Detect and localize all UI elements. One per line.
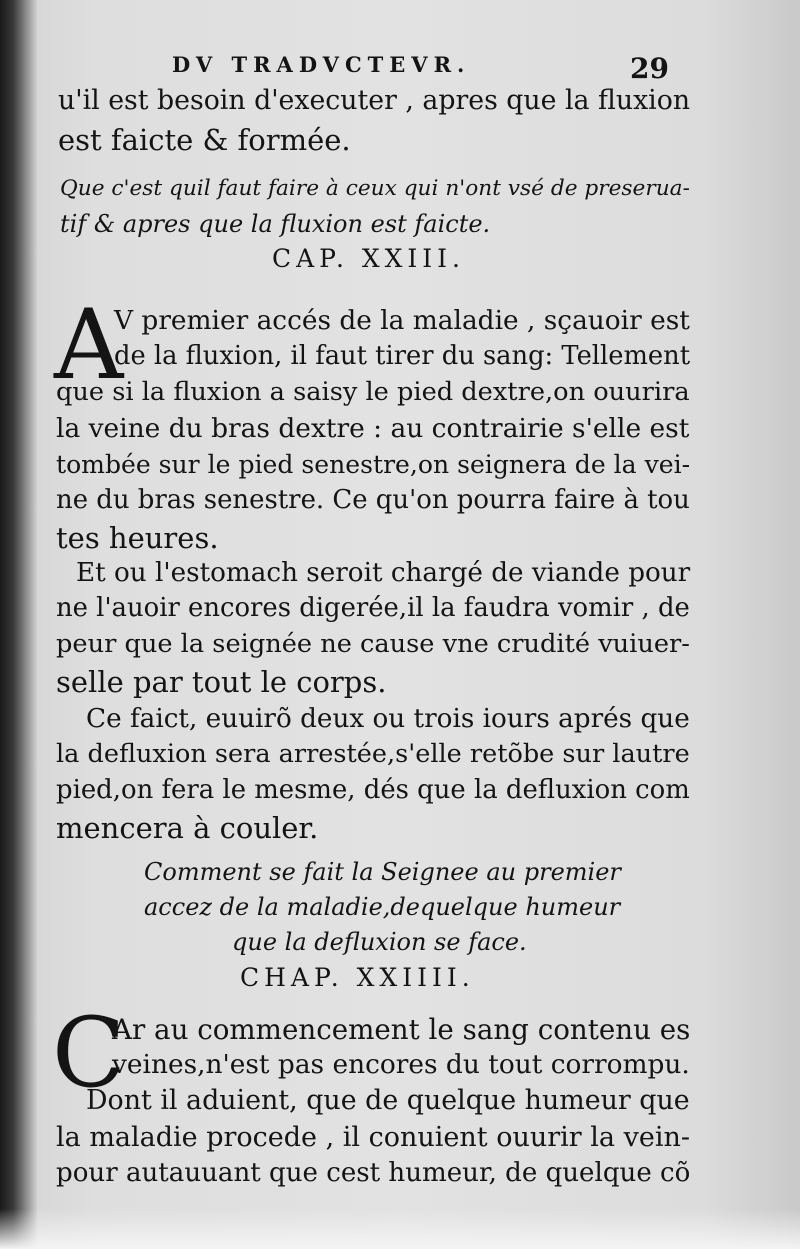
chapter-number: CAP. XXIII. [272,244,466,273]
text-line: Et ou l'estomach seroit chargé de viande pour [76,558,691,588]
text-line: selle par tout le corps. [56,665,387,699]
chapter-heading-line: Comment se fait la Seignee au premier [144,858,621,886]
text-line: que si la fluxion a saisy le pied dextre,on ouurira [56,377,690,407]
text-line: Dont il aduient, que de quelque humeur que [86,1085,690,1116]
chapter-heading-line: tif & apres que la fluxion est faicte. [60,210,491,238]
text-line: tombée sur le pied senestre,on seignera de la vei- [56,450,691,479]
chapter-number: CHAP. XXIIII. [240,963,475,992]
text-line: la defluxion sera arrestée,s'elle retõbe sur lautre [56,739,690,769]
text-line: peur que la seignée ne cause vne crudité vuiuer- [56,629,690,659]
chapter-heading-line: Que c'est quil faut faire à ceux qui n'ont vsé de preserua- [60,176,690,201]
page-number: 29 [630,52,669,85]
text-line: veines,n'est pas encores du tout corrompu. [112,1049,690,1080]
chapter-heading-line: que la defluxion se face. [232,928,527,956]
drop-cap: A [54,289,124,401]
running-head: DV TRADVCTEVR. [172,52,471,77]
text-line: V premier accés de la maladie , sçauoir est [114,306,690,336]
text-line: Ar au commencement le sang contenu es [112,1013,691,1046]
text-line: tes heures. [56,521,219,555]
drop-cap: C [52,997,126,1109]
text-line: de la fluxion, il faut tirer du sang: Tellement [114,341,691,371]
text-line: ne du bras senestre. Ce qu'on pourra faire à tou [56,485,690,515]
intro-line: u'il est besoin d'executer , apres que la fluxion [58,85,691,116]
text-line: la maladie procede , il conuient ouurir la vein- [56,1122,690,1153]
chapter-heading-line: accez de la maladie,dequelque humeur [144,893,621,921]
text-line: pour autauuant que cest humeur, de quelque cõ [56,1158,691,1188]
text-line: la veine du bras dextre : au contrairie s'elle est [56,413,690,444]
text-line: pied,on fera le mesme, dés que la defluxion com [56,775,690,805]
text-line: ne l'auoir encores digerée,il la faudra vomir , de [56,593,690,623]
intro-line: est faicte & formée. [58,123,351,157]
text-line: mencera à couler. [56,811,319,845]
text-line: Ce faict, euuirõ deux ou trois iours aprés que [86,704,690,734]
